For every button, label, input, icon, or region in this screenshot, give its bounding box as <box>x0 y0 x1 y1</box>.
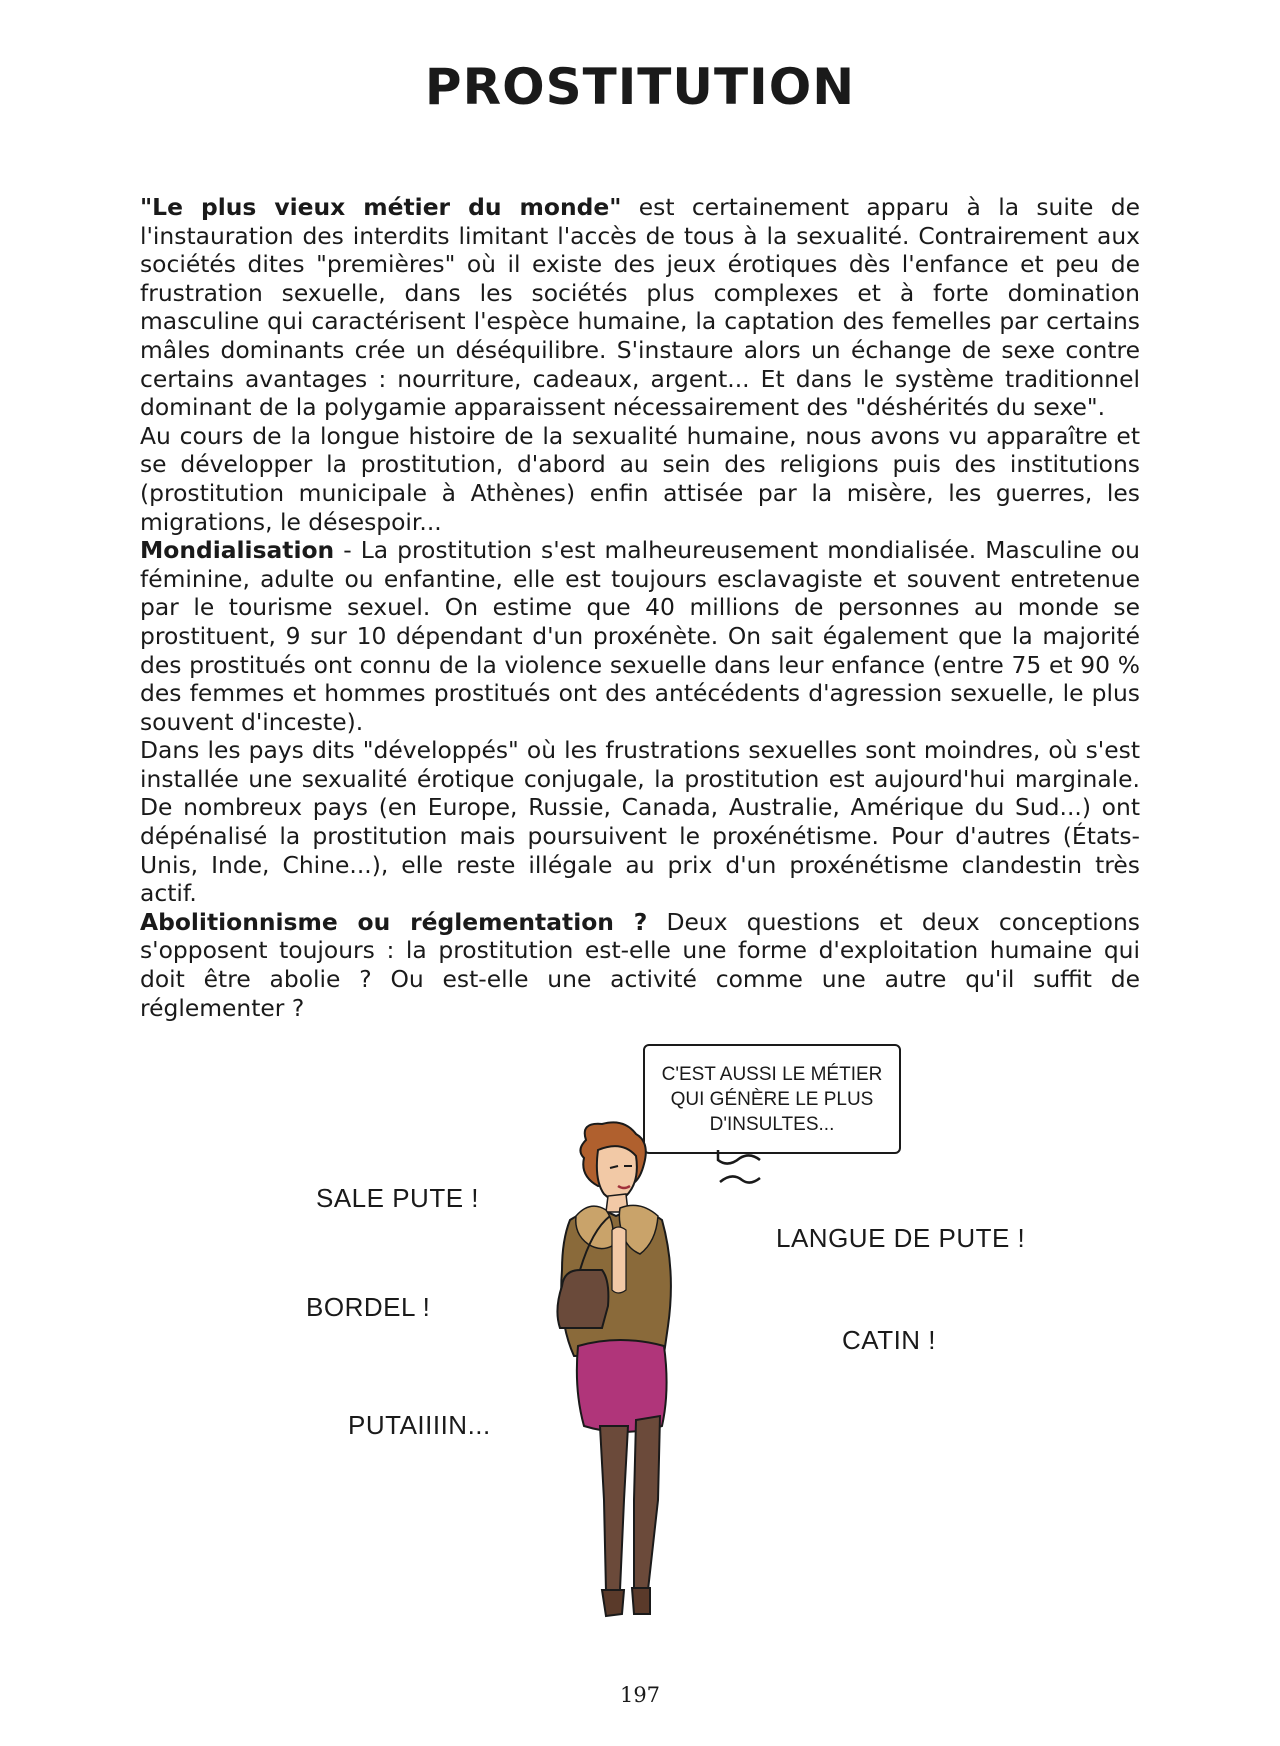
paragraph-text: Deux questions et deux conceptions s'opposent toujours : la prostitution est-elle une forme d'exploitation humaine qui doit être abolie ? Ou est-elle une activité comme une autre qu'il suffit de réglementer ? <box>140 907 1140 1022</box>
paragraph-lead: Mondialisation <box>140 536 335 565</box>
paragraph-text: Dans les pays dits "développés" où les frustrations sexuelles sont moindres, où s'est installée une sexualité érotique conjugale, la prostitution est aujourd'hui marginale. De nombreux pays (en Europe, Russie, Canada, Australie, Amérique du Sud...) ont dépénalisé la prostitution mais poursuivent le proxénétisme. Pour d'autres (États-Unis, Inde, Chine...), elle reste illégale au prix d'un proxénétisme clandestin très actif. <box>140 736 1140 908</box>
paragraph-lead: Abolitionnisme ou réglementation ? <box>140 907 648 936</box>
insult-langue-de-pute: LANGUE DE PUTE ! <box>776 1223 1026 1253</box>
insult-sale-pute: SALE PUTE ! <box>316 1183 479 1213</box>
page-number: 197 <box>619 1683 661 1707</box>
insult-bordel: BORDEL ! <box>306 1292 431 1322</box>
paragraph-history <box>140 422 1140 536</box>
page-title: PROSTITUTION <box>424 58 856 116</box>
paragraph-developed-countries <box>140 736 1140 908</box>
paragraph-globalization <box>140 536 1140 736</box>
paragraph-abolitionism <box>140 908 1140 1022</box>
paragraph-intro <box>140 193 1140 422</box>
face <box>597 1146 637 1199</box>
paragraph-text: Au cours de la longue histoire de la sexualité humaine, nous avons vu apparaître et se développer la prostitution, d'abord au sein des religions puis des institutions (prostitution municipale à Athènes) enfin attisée par la misère, les guerres, les migrations, le désespoir... <box>140 421 1140 536</box>
paragraph-lead: "Le plus vieux métier du monde" <box>140 193 622 221</box>
insult-catin: CATIN ! <box>842 1325 937 1355</box>
woman-illustration <box>540 1120 740 1640</box>
body-text <box>140 193 1140 1022</box>
insult-putain: PUTAIIIIN... <box>348 1410 491 1440</box>
paragraph-text: - La prostitution s'est malheureusement mondialisée. Masculine ou féminine, adulte ou enfantine, elle est toujours esclavagiste et souvent entretenue par le tourisme sexuel. On estime que 40 millions de personnes au monde se prostituent, 9 sur 10 dépendant d'un proxénète. On sait également que la majorité des prostitués ont connu de la violence sexuelle dans leur enfance (entre 75 et 90 % des femmes et hommes prostitués ont des antécédents d'agression sexuelle, le plus souvent d'inceste). <box>140 536 1140 736</box>
speech-bubble-text: C'EST AUSSI LE MÉTIER QUI GÉNÈRE LE PLUS D'INSULTES... <box>661 1063 883 1135</box>
boots <box>600 1416 660 1616</box>
paragraph-text: est certainement apparu à la suite de l'instauration des interdits limitant l'accès de tous à la sexualité. Contrairement aux sociétés dites "premières" où il existe des jeux érotiques dès l'enfance et peu de frustration sexuelle, dans les sociétés plus complexes et à forte domination masculine qui caractérisent l'espèce humaine, la captation des femelles par certains mâles dominants crée un déséquilibre. S'instaure alors un échange de sexe contre certains avantages : nourriture, cadeaux, argent... Et dans le système traditionnel dominant de la polygamie apparaissent nécessairement des "déshérités du sexe". <box>140 193 1140 422</box>
